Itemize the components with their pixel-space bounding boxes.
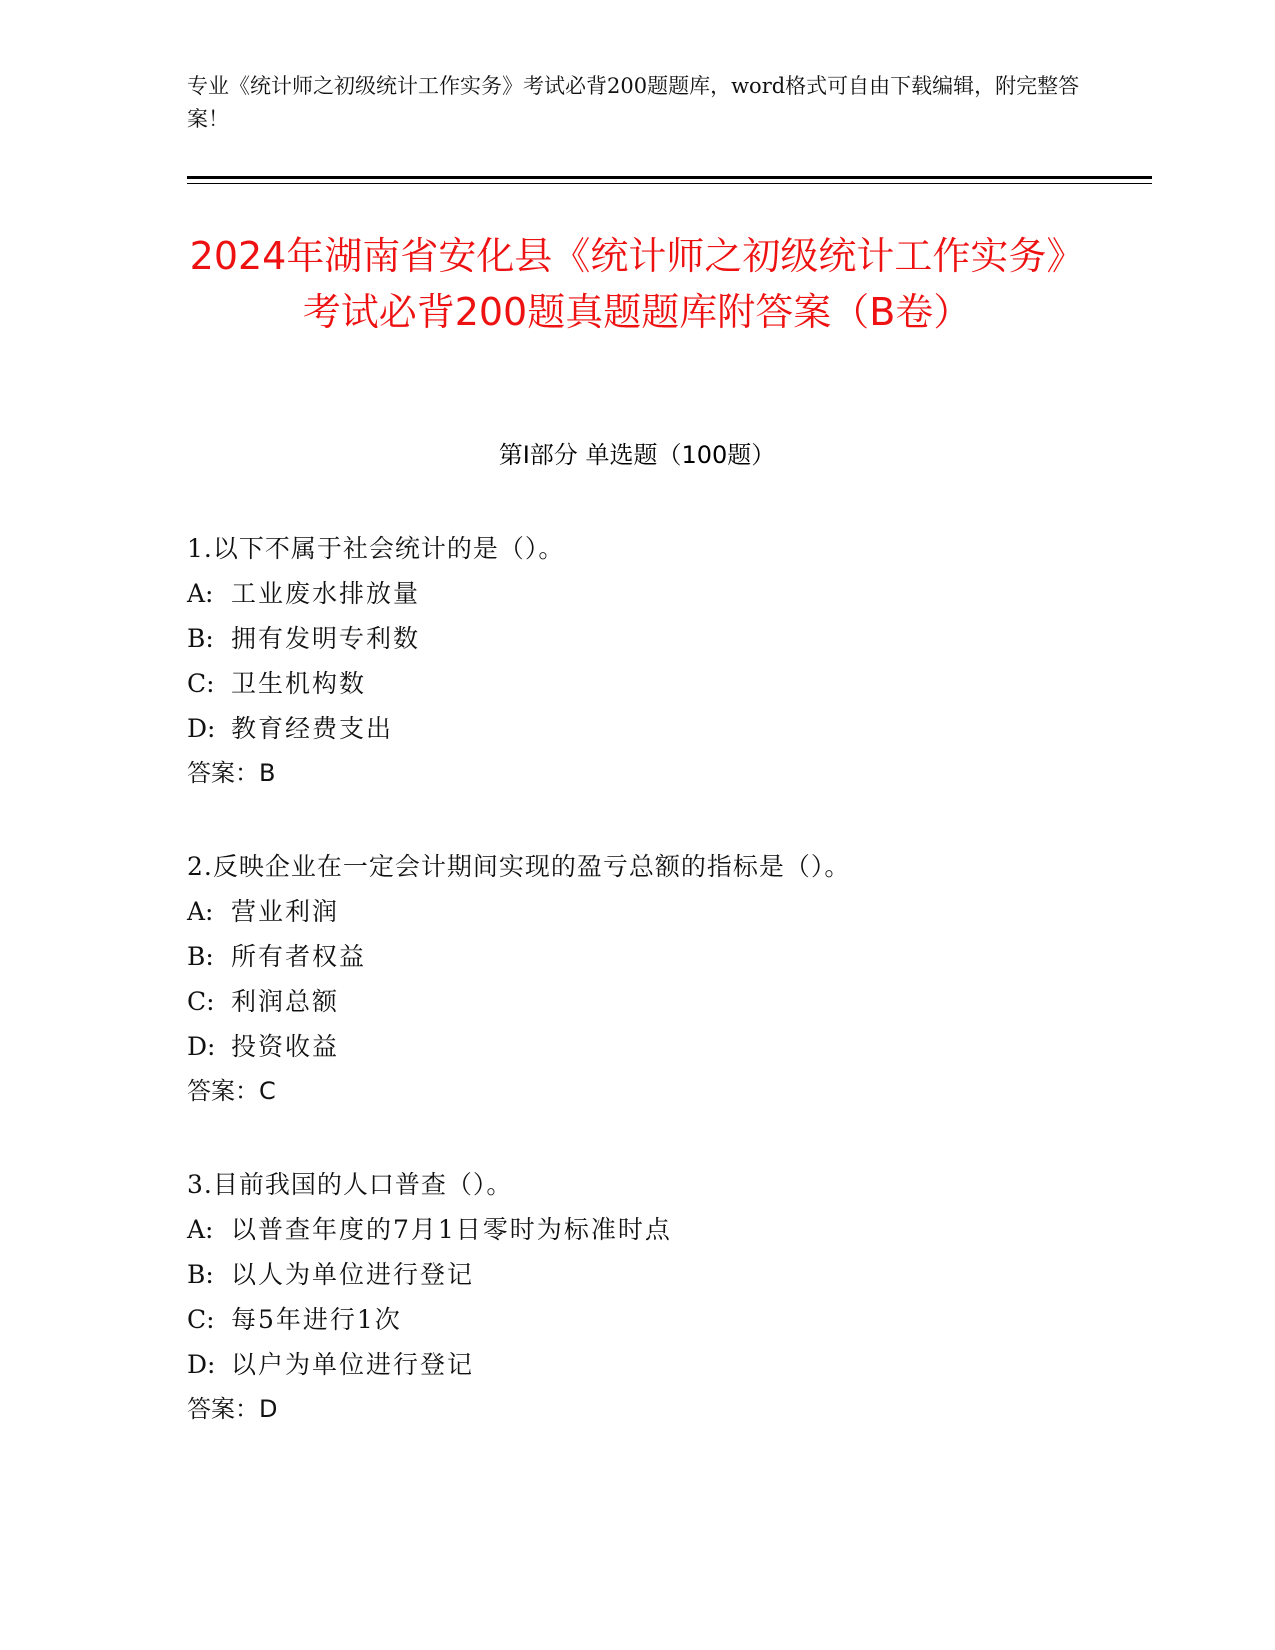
option-text: 投资收益 [231,1032,340,1061]
option-c [187,1297,1137,1342]
section-heading: 第I部分 单选题（100题） [498,441,776,469]
header-rule-thick [187,176,1152,179]
option-label: A: [187,897,214,926]
question-stem: 3.目前我国的人口普查（）。 [187,1170,513,1199]
option-d [187,1342,1137,1387]
question-2 [187,844,1137,1114]
question-stem: 1.以下不属于社会统计的是（）。 [187,534,565,563]
answer-line: 答案：C [187,1077,276,1105]
answer-line: 答案：D [187,1395,278,1423]
option-text: 以普查年度的7月1日零时为标准时点 [231,1215,672,1244]
option-c [187,661,1137,706]
option-d [187,706,1137,751]
option-text: 教育经费支出 [231,714,394,743]
option-label: B: [187,942,214,971]
option-label: A: [187,1215,214,1244]
option-a [187,1207,1137,1252]
option-c [187,979,1137,1024]
question-stem: 2.反映企业在一定会计期间实现的盈亏总额的指标是（）。 [187,852,851,881]
question-1 [187,526,1137,796]
option-d [187,1024,1137,1069]
answer-line: 答案：B [187,759,276,787]
option-a [187,889,1137,934]
header-rule-thin [187,183,1152,184]
option-text: 营业利润 [231,897,340,926]
option-label: C: [187,1305,215,1334]
option-label: D: [187,714,216,743]
header-note: 专业《统计师之初级统计工作实务》考试必背200题题库，word格式可自由下载编辑，附完整答案！ [187,74,1080,131]
option-b [187,1252,1137,1297]
option-b [187,616,1137,661]
option-text: 每5年进行1次 [231,1305,402,1334]
question-3 [187,1162,1137,1432]
option-label: B: [187,1260,214,1289]
option-text: 以人为单位进行登记 [231,1260,475,1289]
option-text: 卫生机构数 [231,669,367,698]
option-label: B: [187,624,214,653]
option-label: C: [187,987,215,1016]
option-label: C: [187,669,215,698]
option-text: 利润总额 [231,987,340,1016]
option-b [187,934,1137,979]
option-label: D: [187,1032,216,1061]
option-a [187,571,1137,616]
option-text: 所有者权益 [231,942,367,971]
document-title: 2024年湖南省安化县《统计师之初级统计工作实务》考试必背200题真题题库附答案（B卷） [189,234,1085,334]
option-label: A: [187,579,214,608]
option-label: D: [187,1350,216,1379]
option-text: 拥有发明专利数 [231,624,421,653]
option-text: 以户为单位进行登记 [231,1350,475,1379]
option-text: 工业废水排放量 [231,579,421,608]
